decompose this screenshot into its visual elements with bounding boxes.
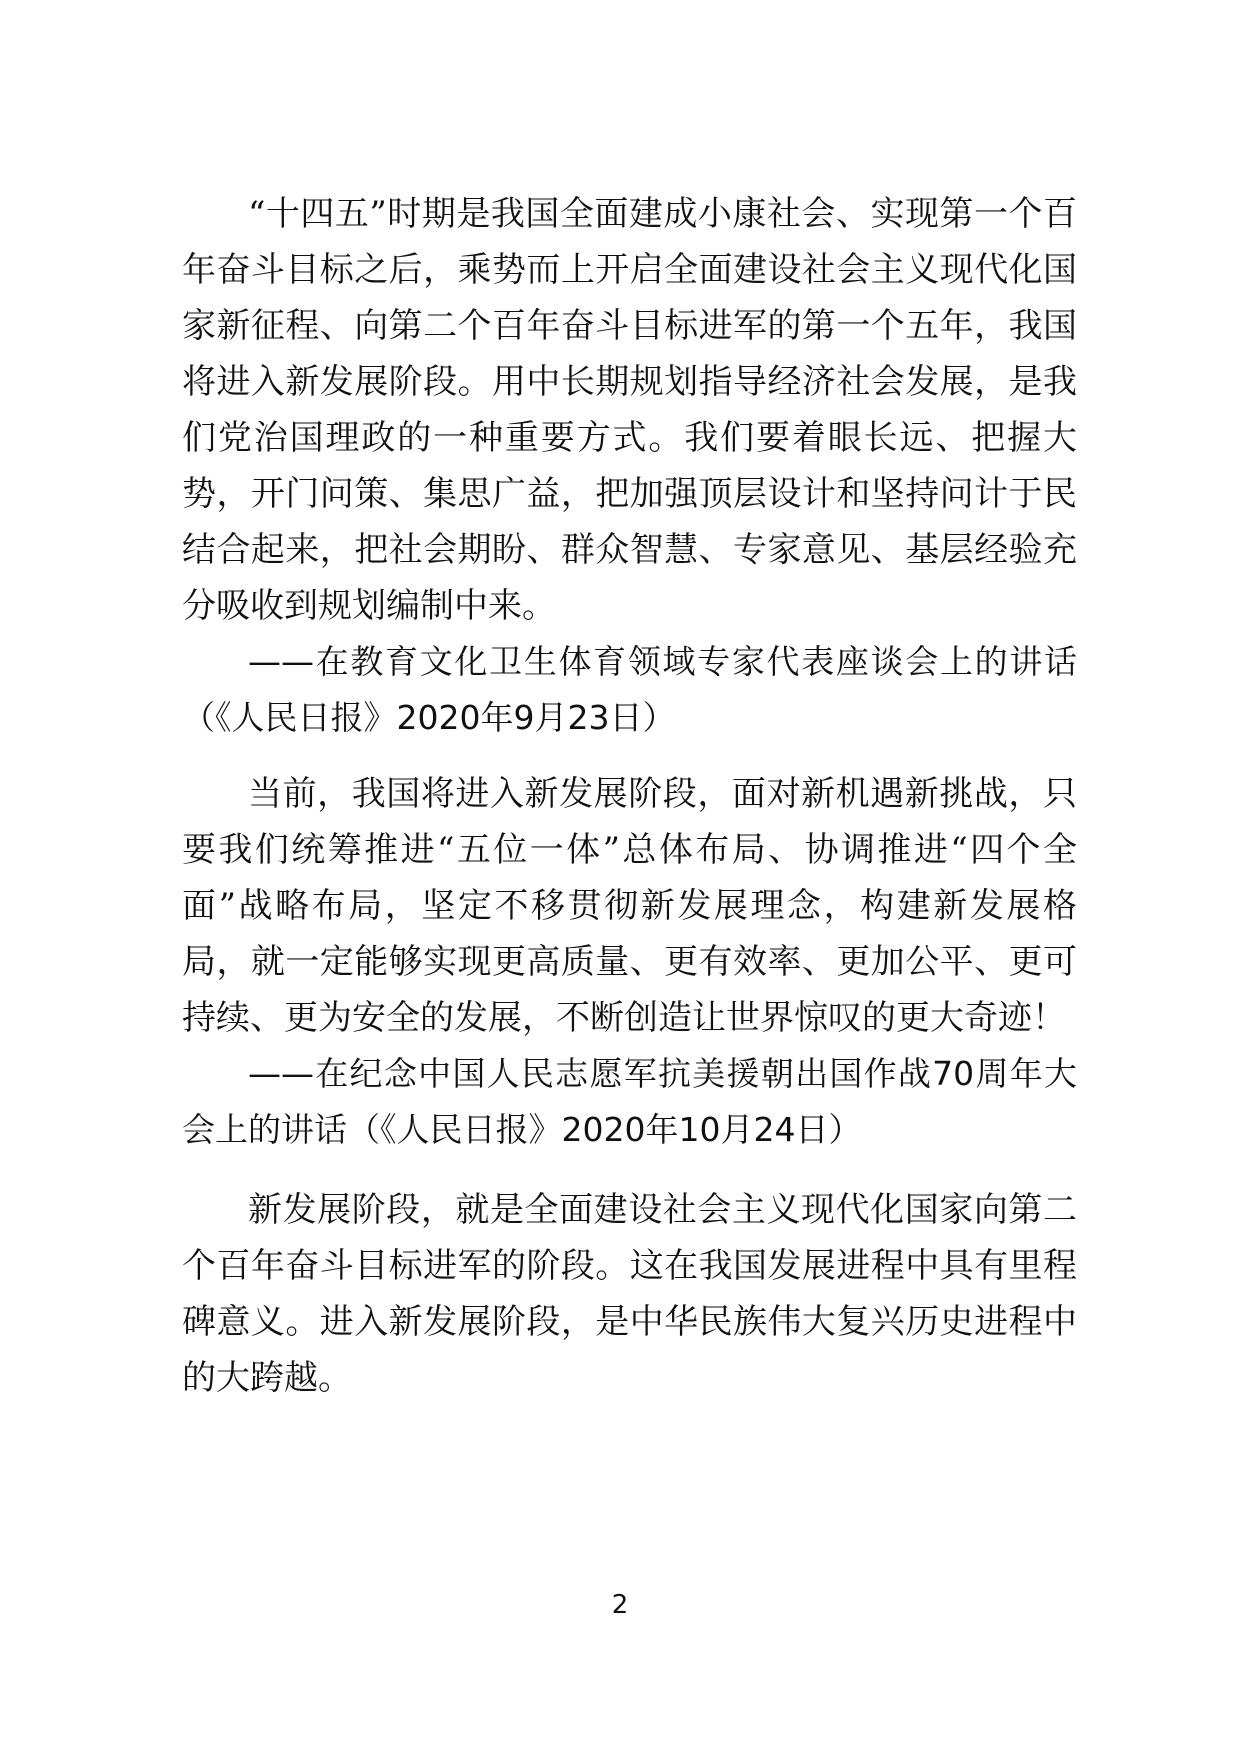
quote-paragraph: 当前，我国将进入新发展阶段，面对新机遇新挑战，只要我们统筹推进“五位一体”总体布局、协调推进“四个全面”战略布局，坚定不移贯彻新发展理念，构建新发展格局，就一定能够实现更高质量、更有效率、更加公平、更可持续、更为安全的发展，不断创造让世界惊叹的更大奇迹！ xyxy=(182,774,1077,1038)
quote-source: ——在纪念中国人民志愿军抗美援朝出国作战70周年大会上的讲话（《人民日报》2020年10月24日） xyxy=(182,1054,1077,1149)
quote-block-3 xyxy=(182,1182,1077,1406)
quote-paragraph: 新发展阶段，就是全面建设社会主义现代化国家向第二个百年奋斗目标进军的阶段。这在我国发展进程中具有里程碑意义。进入新发展阶段，是中华民族伟大复兴历史进程中的大跨越。 xyxy=(182,1190,1077,1398)
quote-source: ——在教育文化卫生体育领域专家代表座谈会上的讲话（《人民日报》2020年9月23日） xyxy=(182,642,1077,737)
page-number: 2 xyxy=(611,1590,629,1620)
quote-block-1 xyxy=(182,186,1077,746)
quote-paragraph: “十四五”时期是我国全面建成小康社会、实现第一个百年奋斗目标之后，乘势而上开启全面建设社会主义现代化国家新征程、向第二个百年奋斗目标进军的第一个五年，我国将进入新发展阶段。用中长期规划指导经济社会发展，是我们党治国理政的一种重要方式。我们要着眼长远、把握大势，开门问策、集思广益，把加强顶层设计和坚持问计于民结合起来，把社会期盼、群众智慧、专家意见、基层经验充分吸收到规划编制中来。 xyxy=(182,194,1077,626)
quote-block-2 xyxy=(182,766,1077,1158)
